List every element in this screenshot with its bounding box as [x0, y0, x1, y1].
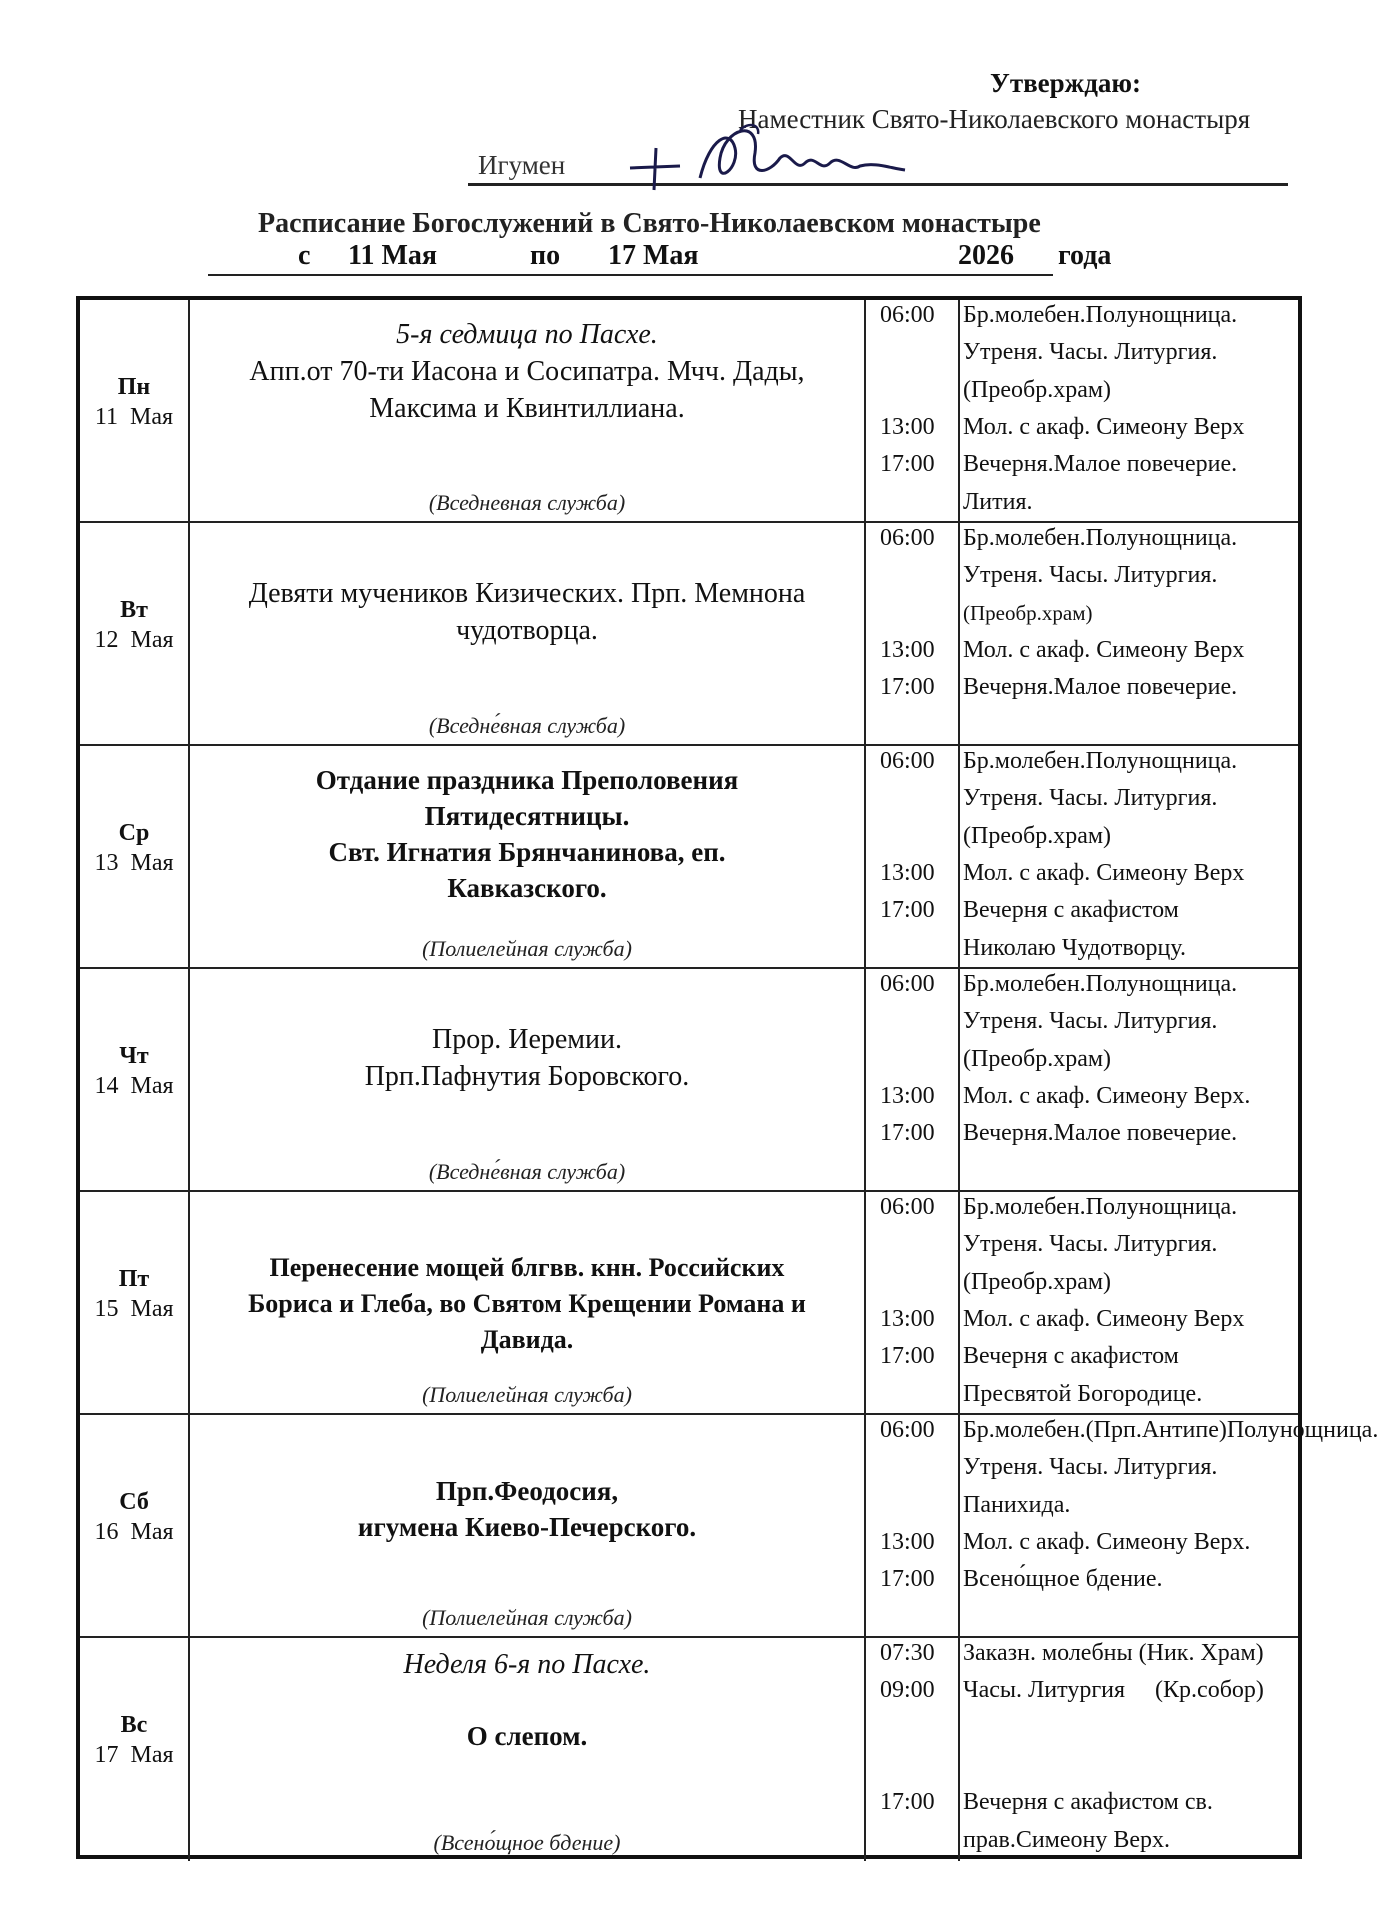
date-cell [80, 523, 190, 744]
event-line: прав.Симеону Верх. [963, 1827, 1171, 1853]
times-cell [866, 1415, 960, 1636]
day-of-week: Вт [120, 597, 148, 623]
event-line: Мол. с акаф. Симеону Верх. [963, 1083, 1251, 1109]
day-number: 17 [94, 1742, 119, 1768]
times-cell [866, 523, 960, 744]
feast-cell [190, 969, 866, 1190]
day-row-wednesday [80, 746, 1298, 969]
feast-week: Неделя 6-я по Пасхе. [403, 1649, 651, 1680]
event-line: Утреня. Часы. Литургия. [963, 339, 1218, 365]
event-line: Бр.молебен.Полунощница. [963, 971, 1238, 997]
event-line: Мол. с акаф. Симеону Верх [963, 1306, 1245, 1332]
event-line: Вечерня.Малое повечерие. [963, 451, 1238, 477]
service-time: 17:00 [880, 897, 935, 923]
service-time: 13:00 [880, 860, 935, 886]
times-cell [866, 1638, 960, 1861]
service-type: (Всено́щное бдение) [433, 1830, 621, 1855]
hegumen-label: Игумен [478, 150, 566, 180]
period-year: 2026 [958, 240, 1014, 271]
feast-line: Кавказского. [447, 873, 607, 903]
service-time: 13:00 [880, 1083, 935, 1109]
event-line: Бр.молебен.Полунощница. [963, 1194, 1238, 1220]
service-type: (Вседне́вная служба) [428, 1159, 626, 1184]
feast-line: Бориса и Глеба, во Святом Крещении Романа и [248, 1289, 806, 1318]
feast-week: 5-я седмица по Пасхе. [396, 319, 658, 350]
event-line: Вечерня.Малое повечерие. [963, 674, 1238, 700]
day-row-tuesday [80, 523, 1298, 746]
service-time: 06:00 [880, 748, 935, 774]
feast-line: Максима и Квинтиллиана. [369, 393, 685, 424]
event-line: Лития. [963, 489, 1033, 515]
service-time: 06:00 [880, 1194, 935, 1220]
day-number: 14 [94, 1073, 119, 1099]
times-cell [866, 1192, 960, 1413]
event-line: Вечерня с акафистом св. [963, 1789, 1213, 1815]
feast-line: чудотворца. [456, 615, 598, 646]
events-cell [960, 1192, 1298, 1413]
abbot-title: Наместник Свято-Николаевского монастыря [738, 104, 1251, 134]
feast-line: Девяти мучеников Кизических. Прп. Мемнона [248, 578, 806, 609]
month-name: Мая [130, 404, 174, 430]
period-to-label: по [530, 240, 561, 271]
events-cell [960, 300, 1298, 521]
service-time: 13:00 [880, 637, 935, 663]
event-line: Мол. с акаф. Симеону Верх [963, 637, 1245, 663]
service-time: 07:30 [880, 1640, 935, 1666]
day-number: 16 [94, 1519, 119, 1545]
feast-cell [190, 1638, 866, 1861]
period-from: 11 Мая [348, 240, 438, 271]
events-cell [960, 1638, 1298, 1861]
feast-line: Свт. Игнатия Брянчанинова, еп. [328, 837, 726, 867]
date-cell [80, 1192, 190, 1413]
times-cell [866, 746, 960, 967]
event-line: Мол. с акаф. Симеону Верх [963, 860, 1245, 886]
period-from-label: с [298, 240, 311, 271]
service-time: 17:00 [880, 1566, 935, 1592]
date-cell [80, 746, 190, 967]
event-line: (Преобр.храм) [963, 1269, 1112, 1295]
service-time: 17:00 [880, 1789, 935, 1815]
month-name: Мая [130, 1296, 174, 1322]
feast-cell [190, 746, 866, 967]
events-cell [960, 746, 1298, 967]
service-time: 13:00 [880, 1306, 935, 1332]
feast-cell [190, 300, 866, 521]
service-time: 06:00 [880, 525, 935, 551]
day-of-week: Ср [118, 820, 150, 846]
day-row-saturday [80, 1415, 1378, 1638]
event-line: (Преобр.храм) [963, 377, 1112, 403]
feast-line: Прп.Пафнутия Боровского. [364, 1061, 690, 1092]
service-time: 17:00 [880, 674, 935, 700]
service-time: 17:00 [880, 1120, 935, 1146]
event-line: Мол. с акаф. Симеону Верх. [963, 1529, 1251, 1555]
event-line: Вечерня с акафистом [963, 897, 1179, 923]
day-number: 13 [94, 850, 119, 876]
service-time: 17:00 [880, 451, 935, 477]
event-line: Вечерня.Малое повечерие. [963, 1120, 1238, 1146]
service-time: 13:00 [880, 1529, 935, 1555]
schedule-table [76, 296, 1378, 1859]
event-line: Всено́щное бдение. [963, 1566, 1163, 1592]
date-cell [80, 1415, 190, 1636]
month-name: Мая [130, 627, 174, 653]
times-cell [866, 969, 960, 1190]
service-type: (Полиелейная служба) [422, 1382, 632, 1407]
period-to: 17 Мая [608, 240, 699, 271]
day-of-week: Сб [119, 1489, 149, 1515]
period-year-suffix: года [1058, 240, 1112, 271]
event-line: (Преобр.храм) [963, 601, 1093, 625]
feast-line: О слепом. [466, 1721, 588, 1751]
event-line: Мол. с акаф. Симеону Верх [963, 414, 1245, 440]
handwritten-signature [620, 118, 910, 208]
service-type: (Вседне́вная служба) [428, 713, 626, 738]
service-type: (Вседневная служба) [428, 490, 626, 515]
event-line: (Преобр.храм) [963, 823, 1112, 849]
service-time: 06:00 [880, 1417, 935, 1443]
day-of-week: Пт [118, 1266, 150, 1292]
event-line: Бр.молебен.Полунощница. [963, 748, 1238, 774]
event-line: Утреня. Часы. Литургия. [963, 562, 1218, 588]
event-line: Часы. Литургия (Кр.собор) [963, 1677, 1264, 1703]
service-time: 13:00 [880, 414, 935, 440]
schedule-title: Расписание Богослужений в Свято-Николаевском монастыре [258, 208, 1041, 239]
day-number: 12 [94, 627, 119, 653]
feast-line: Отдание праздника Преполовения [315, 765, 739, 795]
event-line: Заказн. молебны (Ник. Храм) [963, 1640, 1264, 1666]
events-cell [960, 1415, 1378, 1636]
feast-line: игумена Киево-Печерского. [357, 1512, 697, 1542]
date-cell [80, 969, 190, 1190]
event-line: Панихида. [963, 1492, 1071, 1518]
day-row-thursday [80, 969, 1298, 1192]
feast-cell [190, 1415, 866, 1636]
event-line: Утреня. Часы. Литургия. [963, 785, 1218, 811]
service-type: (Полиелейная служба) [422, 936, 632, 961]
feast-cell [190, 523, 866, 744]
month-name: Мая [130, 1742, 174, 1768]
event-line: Утреня. Часы. Литургия. [963, 1008, 1218, 1034]
month-name: Мая [130, 850, 174, 876]
event-line: Пресвятой Богородице. [963, 1381, 1203, 1407]
event-line: Утреня. Часы. Литургия. [963, 1454, 1218, 1480]
event-line: Бр.молебен.Полунощница. [963, 302, 1238, 328]
day-number: 15 [94, 1296, 119, 1322]
approval-heading: Утверждаю: [990, 68, 1142, 98]
event-line: Николаю Чудотворцу. [963, 935, 1186, 961]
feast-cell [190, 1192, 866, 1413]
times-cell [866, 300, 960, 521]
event-line: Бр.молебен.Полунощница. [963, 525, 1238, 551]
events-cell [960, 523, 1298, 744]
feast-line: Апп.от 70-ти Иасона и Сосипатра. Мчч. Дады, [249, 356, 805, 387]
event-line: (Преобр.храм) [963, 1046, 1112, 1072]
events-cell [960, 969, 1298, 1190]
day-of-week: Чт [119, 1043, 149, 1069]
event-line: Бр.молебен.(Прп.Антипе)Полунощница. [963, 1417, 1378, 1443]
date-cell [80, 300, 190, 521]
feast-line: Перенесение мощей блгвв. кнн. Российских [269, 1253, 785, 1282]
feast-line: Пятидесятницы. [424, 801, 630, 831]
day-of-week: Вс [120, 1712, 148, 1738]
service-time: 09:00 [880, 1677, 935, 1703]
month-name: Мая [130, 1519, 174, 1545]
service-time: 17:00 [880, 1343, 935, 1369]
day-row-monday [80, 300, 1298, 523]
day-number: 11 [94, 404, 119, 430]
period-underline [208, 274, 1053, 276]
service-time: 06:00 [880, 302, 935, 328]
service-type: (Полиелейная служба) [422, 1605, 632, 1630]
month-name: Мая [130, 1073, 174, 1099]
feast-line: Прор. Иеремии. [432, 1024, 622, 1055]
date-cell [80, 1638, 190, 1861]
day-row-friday [80, 1192, 1298, 1415]
day-of-week: Пн [117, 374, 151, 400]
feast-line: Давида. [480, 1325, 574, 1354]
event-line: Вечерня с акафистом [963, 1343, 1179, 1369]
service-time: 06:00 [880, 971, 935, 997]
feast-line: Прп.Феодосия, [435, 1476, 619, 1506]
event-line: Утреня. Часы. Литургия. [963, 1231, 1218, 1257]
day-row-sunday [80, 1638, 1298, 1861]
